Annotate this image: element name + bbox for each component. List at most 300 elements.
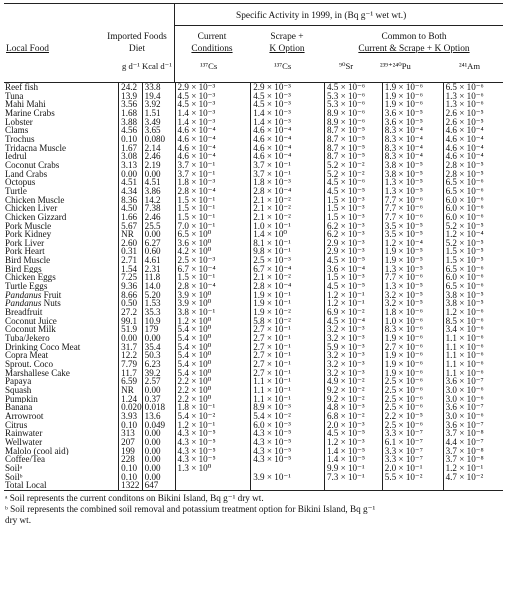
sr90-cell: 8.7 × 10⁻⁵	[324, 135, 382, 144]
table-row	[4, 386, 503, 395]
g-per-day-cell: 7.25	[119, 273, 142, 282]
am241-cell: 3.4 × 10⁻⁶	[443, 325, 503, 334]
am241-cell: 3.7 × 10⁻⁸	[443, 429, 503, 438]
table-row	[4, 170, 503, 179]
table-row	[4, 92, 503, 101]
italic-genus: Pandanus	[5, 290, 42, 300]
pu239-240-cell: 3.8 × 10⁻⁵	[382, 170, 443, 179]
am241-cell: 1.1 × 10⁻⁶	[443, 334, 503, 343]
am241-cell: 1.1 × 10⁻⁶	[443, 369, 503, 378]
pu239-240-cell: 3.2 × 10⁻⁵	[382, 299, 443, 308]
footnote-b-line1: ᵇ Soil represents the combined soil removal and potassium treatment option for Bikini Island, Bq g⁻¹	[5, 503, 376, 514]
am241-cell: 6.0 × 10⁻⁶	[443, 273, 503, 282]
cs137-current-cell: 5.4 × 10⁰	[175, 369, 251, 378]
table-row	[4, 421, 503, 430]
food-name-cell: Tuna	[5, 91, 24, 101]
cs137-scrape-cell: 8.9 × 10⁻³	[251, 403, 325, 412]
pu239-240-cell: 1.2 × 10⁻⁴	[382, 239, 443, 248]
am241-cell: 4.7 × 10⁻²	[443, 473, 503, 482]
am241-cell: 1.2 × 10⁻¹	[443, 464, 503, 473]
food-name-cell: Bird Eggs	[5, 264, 42, 274]
sr90-cell: 1.5 × 10⁻³	[324, 196, 382, 205]
food-name-cell: Malolo (cool aid)	[5, 446, 69, 456]
table-row	[4, 118, 503, 127]
table-row	[4, 473, 503, 482]
am241-cell: 4.6 × 10⁻⁴	[443, 135, 503, 144]
cs137-scrape-cell: 4.6 × 10⁻⁴	[251, 126, 325, 135]
cs137-current-cell: 4.6 × 10⁻⁴	[175, 152, 251, 161]
food-name-cell: Pork Heart	[5, 247, 45, 257]
pu239-240-cell: 7.7 × 10⁻⁶	[382, 204, 443, 213]
am241-cell: 3.0 × 10⁻⁶	[443, 395, 503, 404]
table-row	[4, 109, 503, 118]
unit-kcal-per-day: Kcal d⁻¹	[142, 61, 172, 71]
kcal-per-day-cell: 50.3	[142, 351, 175, 360]
table-row	[4, 481, 503, 490]
kcal-per-day-cell: 2.46	[142, 152, 175, 161]
food-name-cell: Arrowroot	[5, 411, 44, 421]
g-per-day-cell: 11.7	[119, 369, 142, 378]
cs137-scrape-cell: 5.4 × 10⁻²	[251, 412, 325, 421]
g-per-day-cell: 13.9	[119, 92, 142, 101]
table-row	[4, 256, 503, 265]
sr90-cell: 9.2 × 10⁻²	[324, 386, 382, 395]
cs137-scrape-cell: 9.8 × 10⁻¹	[251, 247, 325, 256]
cs137-scrape-cell: 1.4 × 10⁻³	[251, 118, 325, 127]
food-name-cell: Breadfruit	[5, 308, 43, 317]
unit-am241: ²⁴¹Am	[459, 61, 481, 71]
pu239-240-cell: 7.7 × 10⁻⁶	[382, 196, 443, 205]
food-name-cell: Wellwater	[5, 437, 43, 447]
cs137-current-cell	[175, 473, 251, 482]
sr90-cell: 4.5 × 10⁻⁵	[324, 282, 382, 291]
sr90-cell: 8.7 × 10⁻⁵	[324, 144, 382, 153]
sr90-cell: 4.5 × 10⁻⁵	[324, 187, 382, 196]
table-row	[4, 334, 503, 343]
g-per-day-cell: 199	[119, 447, 142, 456]
food-name-cell: Soilᵇ	[5, 472, 23, 482]
cs137-scrape-cell: 1.4 × 10⁻³	[251, 109, 325, 118]
g-per-day-cell: 99.1	[119, 317, 142, 326]
cs137-current-cell: 4.6 × 10⁻⁴	[175, 135, 251, 144]
g-per-day-cell: 4.34	[119, 187, 142, 196]
food-name-cell: Bird Muscle	[5, 256, 51, 265]
cs137-current-cell: 4.5 × 10⁻³	[175, 92, 251, 101]
header-bottom-rule	[4, 82, 503, 83]
am241-cell: 2.8 × 10⁻⁵	[443, 170, 503, 179]
sr90-cell: 8.7 × 10⁻⁵	[324, 152, 382, 161]
cs137-scrape-cell	[251, 464, 325, 473]
kcal-per-day-cell: 2.19	[142, 161, 175, 170]
kcal-per-day-cell: 0.00	[142, 455, 175, 464]
kcal-per-day-cell: 0.00	[142, 438, 175, 447]
table-row	[4, 126, 503, 135]
pu239-240-cell: 7.7 × 10⁻⁶	[382, 273, 443, 282]
sr90-cell: 3.2 × 10⁻³	[324, 325, 382, 334]
cs137-current-cell: 3.9 × 10⁰	[175, 299, 251, 308]
footnote-b-line2: dry wt.	[5, 514, 32, 525]
kcal-per-day-cell: 2.14	[142, 144, 175, 153]
cs137-scrape-cell: 5.8 × 10⁻²	[251, 317, 325, 326]
cs137-scrape-cell: 3.7 × 10⁻¹	[251, 161, 325, 170]
sr90-cell: 9.9 × 10⁻¹	[324, 464, 382, 473]
table-row	[4, 204, 503, 213]
kcal-per-day-cell: 19.4	[142, 92, 175, 101]
am241-cell: 6.0 × 10⁻⁶	[443, 213, 503, 222]
food-name-cell: Land Crabs	[5, 169, 48, 179]
footnotes	[4, 493, 503, 526]
cs137-scrape-cell: 4.5 × 10⁻³	[251, 100, 325, 109]
g-per-day-cell: 24.2	[119, 83, 142, 92]
footnote-a: ᵃ Soil represents the current conditons on Bikini Island, Bq g⁻¹ dry wt.	[5, 492, 264, 503]
g-per-day-cell: 7.79	[119, 360, 142, 369]
pu239-240-cell: 2.7 × 10⁻⁶	[382, 343, 443, 352]
pu239-240-cell: 3.3 × 10⁻⁷	[382, 447, 443, 456]
am241-cell: 2.6 × 10⁻⁵	[443, 109, 503, 118]
cs137-current-cell: 1.4 × 10⁻³	[175, 118, 251, 127]
g-per-day-cell: 2.71	[119, 256, 142, 265]
pu239-240-cell: 1.3 × 10⁻⁵	[382, 282, 443, 291]
kcal-per-day-cell: 4.51	[142, 178, 175, 187]
pu239-240-cell: 1.9 × 10⁻⁵	[382, 256, 443, 265]
cs137-current-cell: 2.9 × 10⁻³	[175, 83, 251, 92]
food-name-cell: Chicken Gizzard	[5, 212, 67, 222]
cs137-current-cell: 1.5 × 10⁻¹	[175, 204, 251, 213]
pu239-240-cell: 3.2 × 10⁻⁵	[382, 291, 443, 300]
cs137-current-cell: 1.5 × 10⁻¹	[175, 213, 251, 222]
cs137-scrape-cell: 6.7 × 10⁻⁴	[251, 265, 325, 274]
table-row	[4, 230, 503, 239]
pu239-240-cell: 2.5 × 10⁻⁶	[382, 386, 443, 395]
cs137-scrape-cell: 2.1 × 10⁻²	[251, 204, 325, 213]
g-per-day-cell: 0.020	[119, 403, 142, 412]
pu239-240-cell: 2.5 × 10⁻⁶	[382, 421, 443, 430]
g-per-day-cell: 51.9	[119, 325, 142, 334]
cs137-scrape-cell: 2.1 × 10⁻²	[251, 196, 325, 205]
table-row	[4, 178, 503, 187]
kcal-per-day-cell: 2.31	[142, 265, 175, 274]
kcal-per-day-cell: 35.3	[142, 308, 175, 317]
table-row	[4, 222, 503, 231]
food-name-cell: Banana	[5, 403, 33, 412]
kcal-per-day-cell: 14.2	[142, 196, 175, 205]
g-per-day-cell: 0.10	[119, 421, 142, 430]
kcal-per-day-cell: 1.51	[142, 109, 175, 118]
sr90-cell: 4.5 × 10⁻⁴	[324, 317, 382, 326]
pu239-240-cell: 2.5 × 10⁻⁶	[382, 395, 443, 404]
cs137-current-cell: 4.3 × 10⁻⁵	[175, 447, 251, 456]
food-name-cell: Octopus	[5, 178, 36, 187]
kcal-per-day-cell: 33.8	[142, 83, 175, 92]
unit-sr90: ⁹⁰Sr	[339, 61, 354, 71]
sr90-cell: 8.7 × 10⁻⁵	[324, 126, 382, 135]
food-name-cell: Drinking Coco Meat	[5, 342, 81, 352]
sr90-cell: 3.2 × 10⁻³	[324, 369, 382, 378]
table-row	[4, 308, 503, 317]
cs137-scrape-cell: 3.7 × 10⁻¹	[251, 170, 325, 179]
kcal-per-day-cell: 7.38	[142, 204, 175, 213]
cs137-current-cell: 4.3 × 10⁻⁵	[175, 438, 251, 447]
cs137-current-cell: 6.7 × 10⁻⁴	[175, 265, 251, 274]
table-row	[4, 135, 503, 144]
table-row	[4, 161, 503, 170]
cs137-current-cell: 1.2 × 10⁻¹	[175, 421, 251, 430]
kcal-per-day-cell: 5.20	[142, 291, 175, 300]
kcal-per-day-cell: 13.6	[142, 412, 175, 421]
cs137-current-cell: 6.5 × 10⁰	[175, 230, 251, 239]
kcal-per-day-cell: 3.92	[142, 100, 175, 109]
sr90-cell: 6.9 × 10⁻²	[324, 308, 382, 317]
conditions-heading: Conditions	[191, 44, 233, 54]
table-row	[4, 325, 503, 334]
kcal-per-day-cell: 35.4	[142, 343, 175, 352]
sr90-cell: 6.2 × 10⁻³	[324, 222, 382, 231]
pu239-240-cell: 3.5 × 10⁻⁵	[382, 222, 443, 231]
pu239-240-cell: 7.7 × 10⁻⁶	[382, 213, 443, 222]
food-name-cell: Pork Liver	[5, 238, 45, 248]
pu239-240-cell: 3.3 × 10⁻⁷	[382, 455, 443, 464]
am241-cell: 6.5 × 10⁻⁶	[443, 178, 503, 187]
cs137-scrape-cell: 2.7 × 10⁻¹	[251, 343, 325, 352]
kcal-per-day-cell: 39.2	[142, 369, 175, 378]
table-row	[4, 377, 503, 386]
cs137-scrape-cell: 8.1 × 10⁻¹	[251, 239, 325, 248]
cs137-current-cell: 5.4 × 10⁰	[175, 334, 251, 343]
kcal-per-day-cell: 10.9	[142, 317, 175, 326]
pu239-240-cell: 1.9 × 10⁻⁶	[382, 351, 443, 360]
food-name-cell: Trochus	[5, 134, 35, 144]
pu239-240-cell: 1.0 × 10⁻⁶	[382, 317, 443, 326]
kcal-per-day-cell: 6.27	[142, 239, 175, 248]
g-per-day-cell: 1322	[119, 481, 142, 490]
table-row	[4, 100, 503, 109]
am241-cell: 1.1 × 10⁻⁶	[443, 351, 503, 360]
am241-cell: 3.0 × 10⁻⁶	[443, 412, 503, 421]
g-per-day-cell: 1.66	[119, 213, 142, 222]
food-name-cell: Coffee/Tea	[5, 455, 46, 464]
food-name-cell: Chicken Muscle	[5, 195, 65, 205]
sr90-cell: 3.2 × 10⁻³	[324, 360, 382, 369]
cs137-current-cell: 3.8 × 10⁻¹	[175, 308, 251, 317]
diet-heading: Diet	[128, 44, 146, 54]
sr90-cell: 4.8 × 10⁻³	[324, 403, 382, 412]
cs137-scrape-cell: 2.5 × 10⁻³	[251, 256, 325, 265]
am241-cell: 2.6 × 10⁻⁵	[443, 118, 503, 127]
sr90-cell: 6.8 × 10⁻²	[324, 412, 382, 421]
cs137-current-cell: 4.5 × 10⁻³	[175, 100, 251, 109]
sr90-cell: 1.2 × 10⁻¹	[324, 291, 382, 300]
g-per-day-cell: 1.54	[119, 265, 142, 274]
food-name-cell: Rainwater	[5, 429, 43, 438]
pu239-240-cell: 5.5 × 10⁻²	[382, 473, 443, 482]
table-row	[4, 144, 503, 153]
g-per-day-cell: 4.50	[119, 204, 142, 213]
am241-cell: 3.7 × 10⁻⁸	[443, 455, 503, 464]
sr90-cell: 1.4 × 10⁻⁵	[324, 455, 382, 464]
cs137-scrape-cell: 4.3 × 10⁻⁵	[251, 438, 325, 447]
cs137-current-cell: 5.4 × 10⁻²	[175, 412, 251, 421]
pu239-240-cell: 8.3 × 10⁻⁴	[382, 126, 443, 135]
food-name-cell: Tuba/Jekero	[5, 334, 50, 343]
food-name-cell: Marshallese Cake	[5, 368, 70, 378]
am241-cell: 1.5 × 10⁻⁵	[443, 256, 503, 265]
cs137-current-cell: 1.8 × 10⁻¹	[175, 403, 251, 412]
sr90-cell: 1.2 × 10⁻³	[324, 438, 382, 447]
am241-cell: 5.2 × 10⁻⁵	[443, 222, 503, 231]
cs137-current-cell: 3.9 × 10⁰	[175, 291, 251, 300]
cs137-scrape-cell: 1.8 × 10⁻³	[251, 178, 325, 187]
kcal-per-day-cell: 2.46	[142, 213, 175, 222]
sr90-cell: 1.4 × 10⁻⁵	[324, 447, 382, 456]
kcal-per-day-cell: 0.00	[142, 170, 175, 179]
cs137-scrape-cell: 2.7 × 10⁻¹	[251, 360, 325, 369]
sr90-cell: 5.9 × 10⁻³	[324, 343, 382, 352]
sr90-cell: 8.9 × 10⁻⁶	[324, 118, 382, 127]
cs137-scrape-cell	[251, 481, 325, 490]
kcal-per-day-cell: 3.49	[142, 118, 175, 127]
cs137-scrape-cell: 2.8 × 10⁻⁴	[251, 187, 325, 196]
kcal-per-day-cell: 0.00	[142, 447, 175, 456]
table-row	[4, 429, 503, 438]
am241-cell: 1.1 × 10⁻⁶	[443, 360, 503, 369]
g-per-day-cell: 3.88	[119, 118, 142, 127]
g-per-day-cell: 207	[119, 438, 142, 447]
pu239-240-cell: 2.2 × 10⁻⁵	[382, 412, 443, 421]
g-per-day-cell: 228	[119, 455, 142, 464]
pu239-240-cell: 1.3 × 10⁻⁵	[382, 187, 443, 196]
cs137-scrape-cell: 6.0 × 10⁻³	[251, 421, 325, 430]
g-per-day-cell: NR	[119, 386, 142, 395]
food-name-cell: Pork Kidney	[5, 230, 52, 239]
imported-foods-heading: Imported Foods	[107, 32, 167, 42]
activity-table	[4, 83, 503, 490]
sr90-cell: 4.5 × 10⁻⁵	[324, 429, 382, 438]
kcal-per-day-cell: 11.8	[142, 273, 175, 282]
food-name-cell: Marine Crabs	[5, 108, 55, 118]
cs137-current-cell: 3.6 × 10⁰	[175, 239, 251, 248]
current-heading: Current	[197, 32, 227, 42]
sr90-cell: 1.2 × 10⁻¹	[324, 299, 382, 308]
kcal-per-day-cell: 0.00	[142, 473, 175, 482]
sr90-cell: 4.5 × 10⁻⁵	[324, 256, 382, 265]
g-per-day-cell: 0.10	[119, 473, 142, 482]
cs137-scrape-cell: 4.6 × 10⁻⁴	[251, 152, 325, 161]
pu239-240-cell: 1.9 × 10⁻⁶	[382, 83, 443, 92]
food-name-cell: Pumpkin	[5, 394, 38, 404]
am241-cell: 6.0 × 10⁻⁶	[443, 196, 503, 205]
food-name-cell: Iedrul	[5, 152, 27, 161]
table-row	[4, 317, 503, 326]
am241-cell: 3.0 × 10⁻⁶	[443, 386, 503, 395]
kcal-per-day-cell: 1.53	[142, 299, 175, 308]
am241-cell: 3.6 × 10⁻⁷	[443, 377, 503, 386]
kcal-per-day-cell: 6.23	[142, 360, 175, 369]
g-per-day-cell: 2.60	[119, 239, 142, 248]
pu239-240-cell: 8.3 × 10⁻⁴	[382, 152, 443, 161]
cs137-scrape-cell: 1.9 × 10⁻²	[251, 308, 325, 317]
pu239-240-cell: 2.5 × 10⁻⁶	[382, 403, 443, 412]
kcal-per-day-cell: 25.5	[142, 222, 175, 231]
unit-pu239-240: ²³⁹⁺²⁴⁰Pu	[380, 61, 411, 71]
am241-cell: 6.5 × 10⁻⁶	[443, 265, 503, 274]
table-row	[4, 343, 503, 352]
table-row	[4, 299, 503, 308]
cs137-current-cell: 2.5 × 10⁻³	[175, 256, 251, 265]
food-name-cell: Turtle	[5, 186, 27, 196]
table-row	[4, 152, 503, 161]
g-per-day-cell: 9.36	[119, 282, 142, 291]
unit-cs137-current: ¹³⁷Cs	[200, 61, 218, 71]
table-row	[4, 395, 503, 404]
food-name-cell: Coconut Juice	[5, 316, 57, 326]
kcal-per-day-cell: 3.86	[142, 187, 175, 196]
cs137-scrape-cell: 2.1 × 10⁻²	[251, 213, 325, 222]
food-name-cell: Chicken Eggs	[5, 273, 56, 283]
kcal-per-day-cell: 0.37	[142, 395, 175, 404]
pu239-240-cell: 3.6 × 10⁻⁵	[382, 118, 443, 127]
current-scrape-heading: Current & Scrape + K Option	[358, 44, 470, 54]
pu239-240-cell	[382, 481, 443, 490]
am241-cell: 3.7 × 10⁻⁸	[443, 447, 503, 456]
food-name-cell: Clams	[5, 126, 29, 135]
cs137-scrape-cell: 1.1 × 10⁻¹	[251, 377, 325, 386]
k-option-heading: K Option	[269, 44, 305, 54]
kcal-per-day-cell: 0.018	[142, 403, 175, 412]
cs137-scrape-cell: 2.7 × 10⁻¹	[251, 351, 325, 360]
am241-cell: 3.6 × 10⁻⁷	[443, 403, 503, 412]
cs137-current-cell: 5.4 × 10⁰	[175, 343, 251, 352]
kcal-per-day-cell: 0.00	[142, 429, 175, 438]
food-name-cell: Papaya	[5, 377, 32, 386]
table-page	[4, 3, 503, 526]
am241-cell: 2.8 × 10⁻⁵	[443, 161, 503, 170]
cs137-current-cell: 5.4 × 10⁰	[175, 351, 251, 360]
am241-cell: 4.6 × 10⁻⁴	[443, 126, 503, 135]
sr90-cell: 4.9 × 10⁻²	[324, 377, 382, 386]
g-per-day-cell: 0.00	[119, 334, 142, 343]
g-per-day-cell: 1.24	[119, 395, 142, 404]
kcal-per-day-cell: 4.61	[142, 256, 175, 265]
cs137-scrape-cell: 1.9 × 10⁻¹	[251, 299, 325, 308]
pu239-240-cell: 8.3 × 10⁻⁴	[382, 144, 443, 153]
sr90-cell: 9.2 × 10⁻²	[324, 395, 382, 404]
am241-cell: 5.2 × 10⁻⁵	[443, 239, 503, 248]
cs137-scrape-cell: 4.3 × 10⁻⁵	[251, 429, 325, 438]
table-row	[4, 455, 503, 464]
am241-cell: 6.5 × 10⁻⁶	[443, 187, 503, 196]
cs137-scrape-cell: 4.3 × 10⁻⁵	[251, 455, 325, 464]
top-rule	[4, 3, 503, 4]
am241-cell: 1.5 × 10⁻⁵	[443, 247, 503, 256]
cs137-scrape-cell: 2.9 × 10⁻³	[251, 83, 325, 92]
cs137-current-cell	[175, 481, 251, 490]
table-row	[4, 438, 503, 447]
sr90-cell: 3.2 × 10⁻³	[324, 351, 382, 360]
table-row	[4, 403, 503, 412]
cs137-scrape-cell: 2.7 × 10⁻¹	[251, 334, 325, 343]
g-per-day-cell: 3.08	[119, 152, 142, 161]
g-per-day-cell: 0.31	[119, 247, 142, 256]
food-name-cell: Coconut Milk	[5, 325, 56, 335]
sr90-cell: 4.5 × 10⁻⁶	[324, 178, 382, 187]
sr90-cell: 1.5 × 10⁻³	[324, 273, 382, 282]
food-name-cell: Coconut Crabs	[5, 160, 60, 170]
am241-cell: 8.5 × 10⁻⁶	[443, 317, 503, 326]
pu239-240-cell: 8.3 × 10⁻⁶	[382, 325, 443, 334]
pu239-240-cell: 1.8 × 10⁻⁶	[382, 308, 443, 317]
cs137-scrape-cell: 1.4 × 10⁰	[251, 230, 325, 239]
cs137-current-cell: 4.6 × 10⁻⁴	[175, 144, 251, 153]
